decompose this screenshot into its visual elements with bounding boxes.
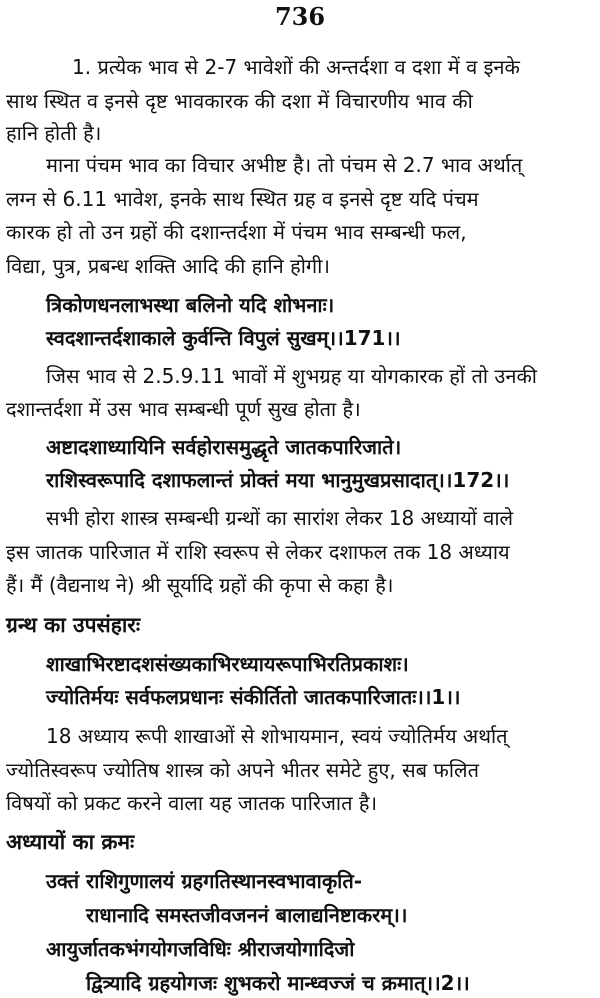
paragraph-line: हानि होती है। (6, 121, 102, 145)
verse-line: राशिस्वरूपादि दशाफलान्तं प्रोक्तं मया भानुमुखप्रसादात्।।172।। (46, 468, 510, 492)
paragraph-line: ज्योतिस्वरूप ज्योतिष शास्त्र को अपने भीतर समेटे हुए, सब फलित (6, 758, 479, 782)
paragraph-line: हैं। मैं (वैद्यनाथ ने) श्री सूर्यादि ग्रहों की कृपा से कहा है। (6, 573, 394, 597)
paragraph-line: इस जातक पारिजात में राशि स्वरूप से लेकर दशाफल तक 18 अध्याय (6, 540, 510, 564)
verse-line: ज्योतिर्मयः सर्वफलप्रधानः संकीर्तितो जातकपारिजातः।।1।। (46, 685, 461, 709)
paragraph-line: सभी होरा शास्त्र सम्बन्धी ग्रन्थों का सारांश लेकर 18 अध्यायों वाले (46, 506, 514, 530)
verse-line: शाखाभिरष्टादशसंख्यकाभिरध्यायरूपाभिरतिप्रकाशः। (46, 652, 409, 676)
verse-line: उक्तं राशिगुणालयं ग्रहगतिस्थानस्वभावाकृति- (46, 869, 363, 893)
section-heading: ग्रन्थ का उपसंहारः (6, 613, 141, 637)
paragraph-line: विद्या, पुत्र, प्रबन्ध शक्ति आदि की हानि होगी। (6, 254, 330, 278)
verse-line: आयुर्जातकभंगयोगजविधिः श्रीराजयोगादिजो (46, 937, 355, 961)
verse-line: राधानादि समस्तजीवजननं बालाद्यनिष्टाकरम्।। (86, 903, 408, 927)
paragraph-line: कारक हो तो उन ग्रहों की दशान्तर्दशा में पंचम भाव सम्बन्धी फल, (6, 220, 467, 244)
section-heading: अध्यायों का क्रमः (6, 830, 135, 854)
paragraph-line: विषयों को प्रकट करने वाला यह जातक पारिजात है। (6, 791, 378, 815)
page-number: 736 (274, 2, 326, 31)
paragraph-line: जिस भाव से 2.5.9.11 भावों में शुभग्रह या योगकारक हों तो उनकी (46, 364, 537, 388)
verse-line: त्रिकोणधनलाभस्था बलिनो यदि शोभनाः। (46, 293, 335, 317)
verse-line: अष्टादशाध्यायिनि सर्वहोरासमुद्धृते जातकपारिजाते। (46, 435, 402, 459)
verse-line: द्वित्र्यादि ग्रहयोगजः शुभकरो मान्ध्वज्जं च क्रमात्।।2।। (86, 971, 470, 995)
paragraph-line: 1. प्रत्येक भाव से 2-7 भावेशों की अन्तर्दशा व दशा में व इनके (72, 55, 520, 79)
paragraph-line: दशान्तर्दशा में उस भाव सम्बन्धी पूर्ण सुख होता है। (6, 397, 361, 421)
paragraph-line: साथ स्थित व इनसे दृष्ट भावकारक की दशा में विचारणीय भाव की (6, 89, 473, 113)
paragraph-line: लग्न से 6.11 भावेश, इनके साथ स्थित ग्रह व इनसे दृष्ट यदि पंचम (6, 187, 479, 211)
verse-line: स्वदशान्तर्दशाकाले कुर्वन्ति विपुलं सुखम्।।171।। (46, 326, 401, 350)
paragraph-line: माना पंचम भाव का विचार अभीष्ट है। तो पंचम से 2.7 भाव अर्थात् (46, 153, 523, 177)
paragraph-line: 18 अध्याय रूपी शाखाओं से शोभायमान, स्वयं ज्योतिर्मय अर्थात् (46, 724, 508, 748)
